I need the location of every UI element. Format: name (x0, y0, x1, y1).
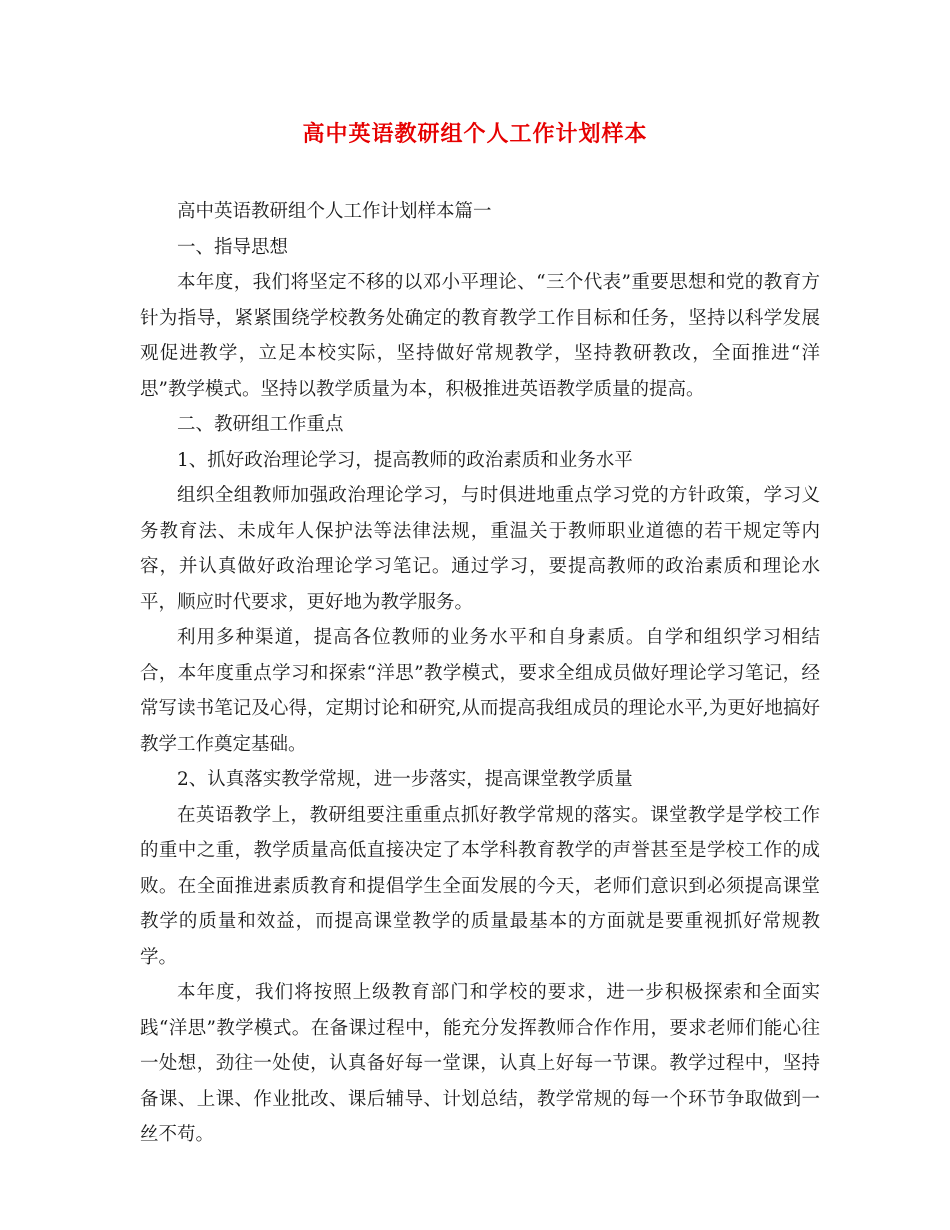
subsection-heading-2: 2、认真落实教学常规，进一步落实，提高课堂教学质量 (177, 769, 633, 790)
body-paragraph: 利用多种渠道，提高各位教师的业务水平和自身素质。自学和组织学习相结合，本年度重点学习和探索“洋思”教学模式，要求全组成员做好理论学习笔记，经常写读书笔记及心得，定期讨论和研究,从而提高我组成员的理论水平,为更好地搞好教学工作奠定基础。 (140, 627, 820, 755)
body-paragraph: 本年度，我们将按照上级教育部门和学校的要求，进一步积极探索和全面实践“洋思”教学模式。在备课过程中，能充分发挥教师合作作用，要求老师们能心往一处想，劲往一处使，认真备好每一堂课，认真上好每一节课。教学过程中，坚持备课、上课、作业批改、课后辅导、计划总结，教学常规的每一个环节争取做到一丝不苟。 (140, 982, 820, 1145)
body-paragraph: 组织全组教师加强政治理论学习，与时俱进地重点学习党的方针政策，学习义务教育法、未成年人保护法等法律法规，重温关于教师职业道德的若干规定等内容，并认真做好政治理论学习笔记。通过学习，要提高教师的政治素质和理论水平，顺应时代要求，更好地为教学服务。 (140, 485, 820, 613)
body-paragraph: 在英语教学上，教研组要注重重点抓好教学常规的落实。课堂教学是学校工作的重中之重，教学质量高低直接决定了本学科教育教学的声誉甚至是学校工作的成败。在全面推进素质教育和提倡学生全面发展的今天，老师们意识到必须提高课堂教学的质量和效益，而提高课堂教学的质量最基本的方面就是要重视抓好常规教学。 (140, 804, 820, 968)
subtitle-paragraph: 高中英语教研组个人工作计划样本篇一 (177, 201, 492, 222)
page-title: 高中英语教研组个人工作计划样本 (302, 121, 648, 147)
body-paragraph: 本年度，我们将坚定不移的以邓小平理论、“三个代表”重要思想和党的教育方针为指导，紧紧围绕学校教务处确定的教育教学工作目标和任务，坚持以科学发展观促进教学，立足本校实际，坚持做好常规教学，坚持教研教改，全面推进“洋思”教学模式。坚持以教学质量为本，积极推进英语教学质量的提高。 (140, 272, 820, 400)
document-body (140, 194, 820, 1153)
subsection-heading-1: 1、抓好政治理论学习，提高教师的政治素质和业务水平 (177, 449, 633, 471)
section-heading-2: 二、教研组工作重点 (177, 414, 344, 435)
section-heading-1: 一、指导思想 (177, 236, 289, 258)
